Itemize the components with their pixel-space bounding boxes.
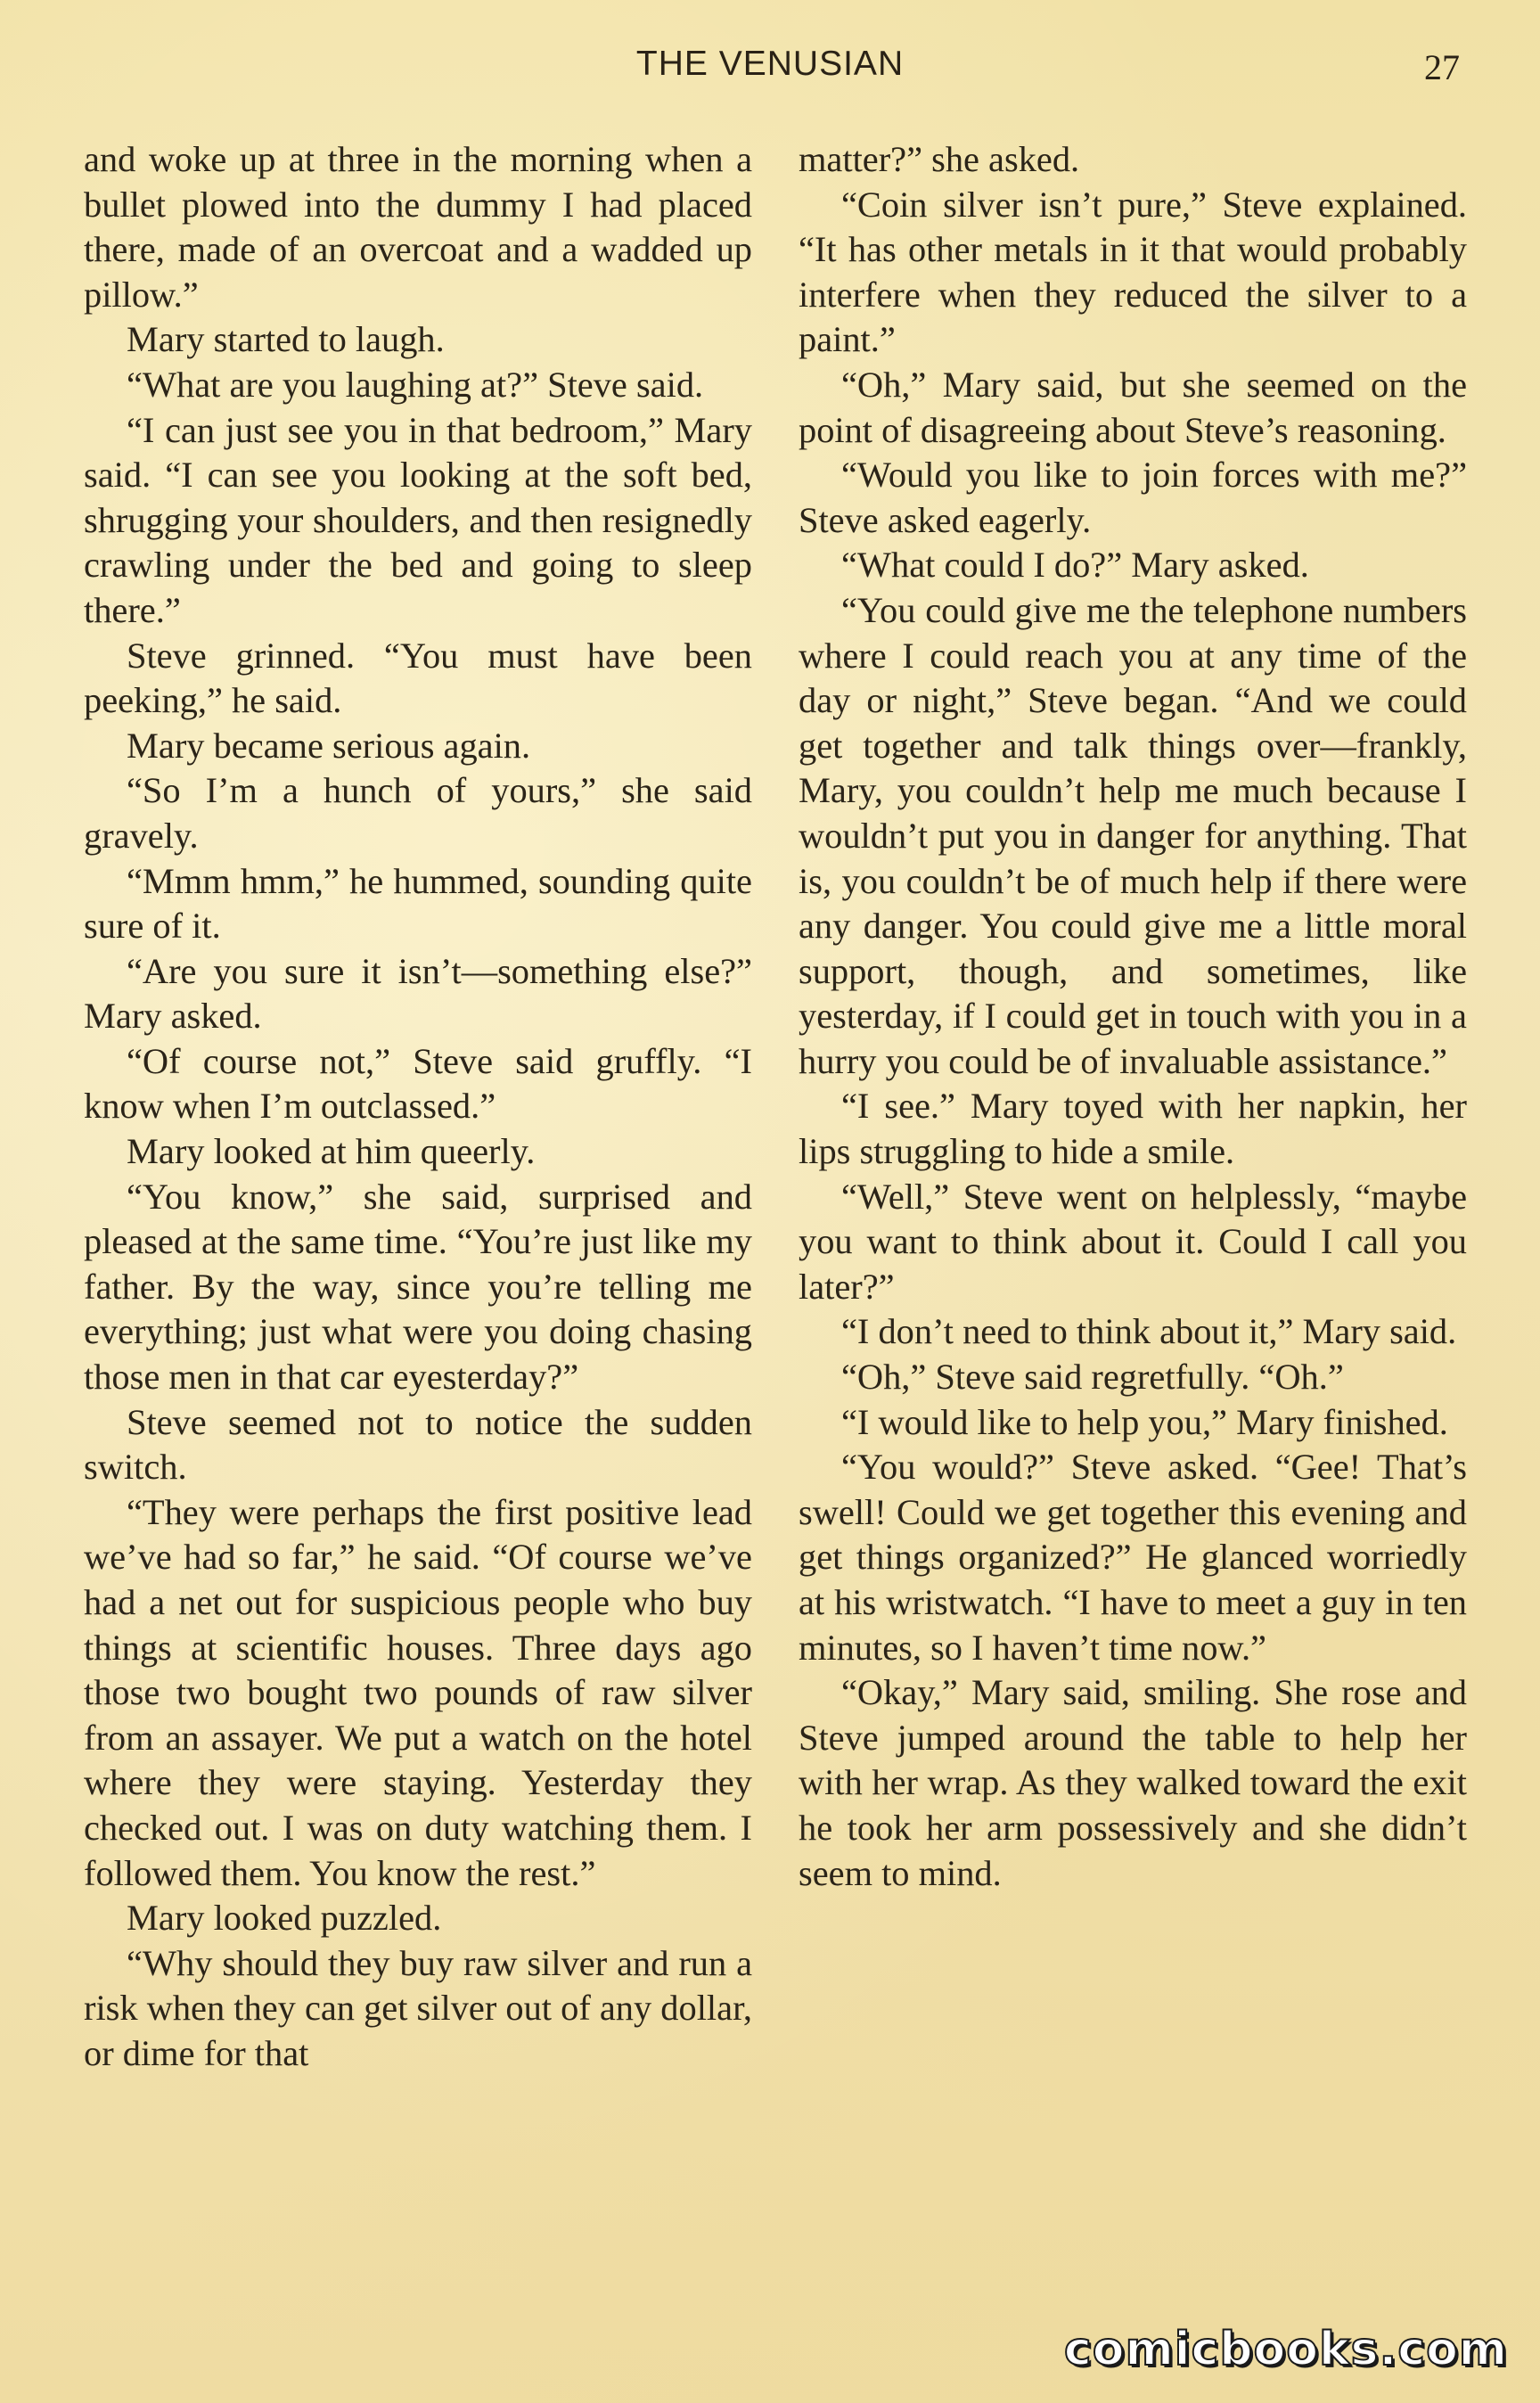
paragraph: Steve seemed not to notice the sudden switch.: [84, 1401, 752, 1488]
paragraph: matter?” she asked.: [799, 139, 1080, 179]
paragraph: Mary started to laugh.: [127, 319, 445, 360]
paragraph: “What could I do?” Mary asked.: [841, 545, 1309, 586]
page-number: 27: [1424, 47, 1460, 87]
paragraph: “You know,” she said, surprised and pleased at the same time. “You’re just like my father. By the way, since you’re telling me everything; just what were you doing chasing those men in that car eyesterday?”: [84, 1176, 752, 1398]
paragraph: “They were perhaps the first positive lead we’ve had so far,” he said. “Of course we’ve had a net out for suspicious people who buy things at scientific houses. Three days ago those two bought two pounds of raw silver from an assayer. We put a watch on the hotel where they were staying. Yesterday they checked out. I was on duty watching them. I followed them. You know the rest.”: [84, 1491, 752, 1893]
paragraph: “Mmm hmm,” he hummed, sounding quite sure of it.: [84, 860, 752, 947]
paragraph: “I don’t need to think about it,” Mary said.: [841, 1311, 1457, 1352]
paragraph: “I can just see you in that bedroom,” Mary said. “I can see you looking at the soft bed, shrugging your shoulders, and then resignedly crawling under the bed and going to sleep there.”: [84, 409, 752, 630]
paragraph: “Why should they buy raw silver and run a risk when they can get silver out of any dollar, or dime for that: [84, 1942, 752, 2073]
paragraph: “Would you like to join forces with me?” Steve asked eagerly.: [799, 455, 1467, 540]
paragraph: “Coin silver isn’t pure,” Steve explained. “It has other metals in it that would probably interfere when they reduced the silver to a paint.”: [799, 184, 1467, 360]
paragraph: Mary became serious again.: [127, 725, 531, 766]
paragraph: “Of course not,” Steve said gruffly. “I know when I’m outclassed.”: [84, 1040, 752, 1127]
paragraph: “I see.” Mary toyed with her napkin, her lips struggling to hide a smile.: [799, 1086, 1467, 1172]
paragraph: Mary looked at him queerly.: [127, 1131, 536, 1172]
paragraph: “Oh,” Steve said regretfully. “Oh.”: [841, 1357, 1344, 1398]
paragraph: “So I’m a hunch of yours,” she said gravely.: [84, 770, 752, 856]
text-column-left: [84, 137, 752, 2077]
paragraph: “Are you sure it isn’t—something else?” Mary asked.: [84, 950, 752, 1037]
paragraph: “You would?” Steve asked. “Gee! That’s swell! Could we get together this evening and get things organized?” He glanced worriedly at his wristwatch. “I have to meet a guy in ten minutes, so I haven’t time now.”: [799, 1447, 1467, 1668]
paragraph: Steve grinned. “You must have been peeking,” he said.: [84, 635, 752, 721]
paragraph: “What are you laughing at?” Steve said.: [127, 364, 704, 405]
text-column-right: [799, 137, 1467, 1896]
paragraph: “Well,” Steve went on helplessly, “maybe you want to think about it. Could I call you later?”: [799, 1176, 1467, 1307]
paragraph: and woke up at three in the morning when a bullet plowed into the dummy I had placed there, made of an overcoat and a wadded up pillow.”: [84, 139, 752, 315]
paragraph: “I would like to help you,” Mary finished.: [841, 1401, 1448, 1442]
paragraph: “Okay,” Mary said, smiling. She rose and Steve jumped around the table to help her with her wrap. As they walked toward the exit he took her arm possessively and she didn’t seem to mind.: [799, 1672, 1467, 1893]
running-header-title: THE VENUSIAN: [635, 45, 905, 83]
paragraph: Mary looked puzzled.: [127, 1898, 442, 1939]
paragraph: “Oh,” Mary said, but she seemed on the point of disagreeing about Steve’s reasoning.: [799, 364, 1467, 450]
paragraph: “You could give me the telephone numbers where I could reach you at any time of the day or night,” Steve began. “And we could get together and talk things over—frankly, Mary, you couldn’t help me much because I wouldn’t put you in danger for anything. That is, you couldn’t be of much help if there were any danger. You could give me a little moral support, though, and sometimes, like yesterday, if I could get in touch with you in a hurry you could be of invaluable assistance.”: [799, 589, 1467, 1081]
watermark-logo: comicbooks.com: [1063, 2323, 1508, 2376]
